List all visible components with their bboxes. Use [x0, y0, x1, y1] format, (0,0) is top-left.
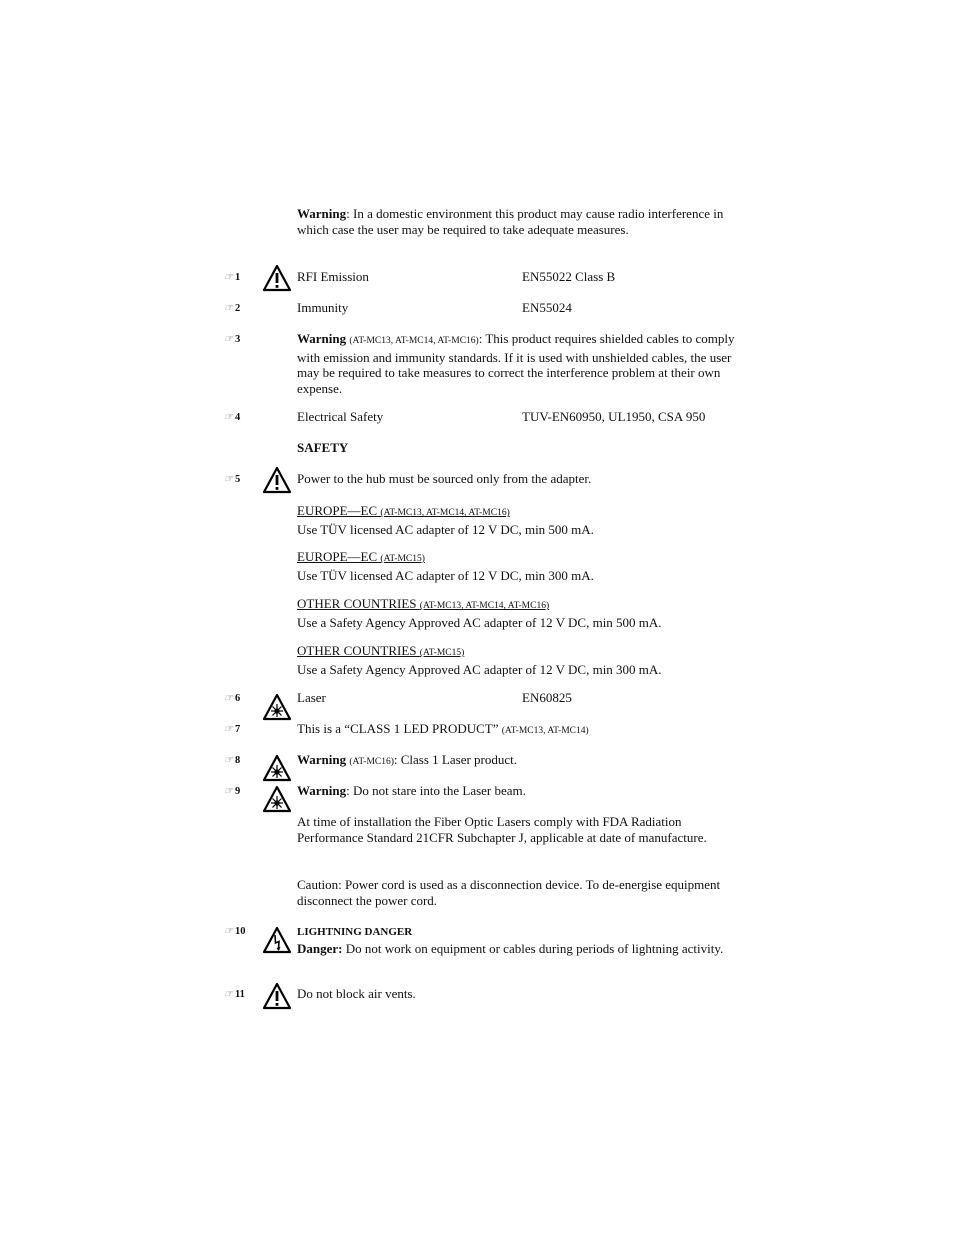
warning-text: : In a domestic environment this product may cause radio interference in which case the user may be required to take adequate measures. [297, 206, 724, 237]
laser-warning-icon [262, 754, 292, 782]
lightning-warning-icon [262, 926, 292, 954]
pointing-hand-icon: ☞ [224, 303, 232, 314]
region-other-countries-2 [297, 643, 737, 677]
fda-compliance-text: At time of installation the Fiber Optic Lasers comply with FDA Radiation Performance Standard 21CFR Subchapter J, applicable at date of manufacture. [297, 814, 707, 845]
item-marker-7: ☞ 7 [224, 724, 241, 735]
model-list: (AT-MC13, AT-MC14, AT-MC16) [419, 601, 550, 611]
pointing-hand-icon: ☞ [224, 926, 232, 937]
pointing-hand-icon: ☞ [224, 755, 232, 766]
item-9-warning: Warning: Do not stare into the Laser beam. [297, 783, 526, 798]
item-marker-3: ☞ 3 [224, 334, 241, 345]
model-list: (AT-MC15) [380, 554, 425, 564]
safety-heading: SAFETY [297, 440, 349, 455]
electrical-safety-label: Electrical Safety [297, 409, 384, 424]
region-text: Use TÜV licensed AC adapter of 12 V DC, min 500 mA. [297, 521, 594, 537]
pointing-hand-icon: ☞ [224, 989, 232, 1000]
item-marker-8: ☞ 8 [224, 755, 241, 766]
item-marker-4: ☞ 4 [224, 412, 241, 423]
warning-lead: Warning [297, 783, 347, 798]
item-marker-5: ☞ 5 [224, 474, 241, 485]
pointing-hand-icon: ☞ [224, 693, 232, 704]
warning-text: : This product requires shielded cables to comply with emission and immunity standards. If it is used with unshielded cables, the user may be required to take measures to correct the interference problem at their own expense. [297, 331, 735, 396]
model-list: (AT-MC16) [349, 757, 394, 767]
region-text: Use TÜV licensed AC adapter of 12 V DC, min 300 mA. [297, 567, 594, 583]
model-list: (AT-MC13, AT-MC14, AT-MC16) [349, 336, 479, 346]
region-title: EUROPE—EC [297, 549, 378, 564]
air-vents-text: Do not block air vents. [297, 986, 416, 1001]
item-marker-9: ☞ 9 [224, 786, 241, 797]
rfi-emission-value: EN55022 Class B [522, 269, 616, 284]
region-title: OTHER COUNTRIES [297, 596, 417, 611]
laser-warning-icon [262, 693, 292, 721]
power-cord-caution: Caution: Power cord is used as a disconnection device. To de-energise equipment disconnect the power cord. [297, 877, 721, 908]
warning-triangle-icon [262, 982, 292, 1010]
model-list: (AT-MC13, AT-MC14, AT-MC16) [380, 508, 510, 518]
lightning-danger-block [297, 923, 737, 956]
rfi-emission-label: RFI Emission [297, 269, 369, 284]
electrical-safety-value: TUV-EN60950, UL1950, CSA 950 [522, 409, 706, 424]
item-1-row [297, 269, 737, 285]
class1-led-text: This is a “CLASS 1 LED PRODUCT” (AT-MC13, AT-MC14) [297, 721, 589, 736]
item-3-warning [297, 331, 737, 396]
lightning-heading: LIGHTNING DANGER [297, 926, 413, 938]
intro-warning [297, 206, 737, 237]
warning-lead: Warning [297, 752, 347, 767]
region-text: Use a Safety Agency Approved AC adapter of 12 V DC, min 300 mA. [297, 661, 662, 677]
pointing-hand-icon: ☞ [224, 412, 232, 423]
item-marker-10: ☞ 10 [224, 926, 246, 937]
region-title: OTHER COUNTRIES [297, 643, 417, 658]
region-europe-ec-1 [297, 503, 737, 537]
region-title: EUROPE—EC [297, 503, 378, 518]
pointing-hand-icon: ☞ [224, 272, 232, 283]
model-list: (AT-MC15) [419, 648, 465, 658]
pointing-hand-icon: ☞ [224, 786, 232, 797]
warning-lead: Warning [297, 206, 347, 221]
pointing-hand-icon: ☞ [224, 474, 232, 485]
model-list: (AT-MC13, AT-MC14) [501, 726, 589, 736]
power-source-text: Power to the hub must be sourced only from the adapter. [297, 471, 592, 486]
warning-lead: Warning [297, 331, 347, 346]
warning-triangle-icon [262, 264, 292, 292]
immunity-value: EN55024 [522, 300, 572, 315]
pointing-hand-icon: ☞ [224, 724, 232, 735]
laser-warning-icon [262, 785, 292, 813]
danger-lead: Danger: [297, 940, 343, 956]
region-text: Use a Safety Agency Approved AC adapter of 12 V DC, min 500 mA. [297, 614, 662, 630]
pointing-hand-icon: ☞ [224, 334, 232, 345]
laser-label: Laser [297, 690, 326, 705]
item-marker-11: ☞ 11 [224, 989, 245, 1000]
immunity-label: Immunity [297, 300, 349, 315]
item-marker-6: ☞ 6 [224, 693, 241, 704]
danger-text: Do not work on equipment or cables during periods of lightning activity. [342, 940, 724, 956]
laser-value: EN60825 [522, 690, 572, 705]
item-8-warning: Warning (AT-MC16): Class 1 Laser product. [297, 752, 518, 767]
region-europe-ec-2 [297, 549, 737, 583]
warning-triangle-icon [262, 466, 292, 494]
item-marker-2: ☞ 2 [224, 303, 241, 314]
item-marker-1: ☞ 1 [224, 272, 241, 283]
region-other-countries-1 [297, 596, 737, 630]
